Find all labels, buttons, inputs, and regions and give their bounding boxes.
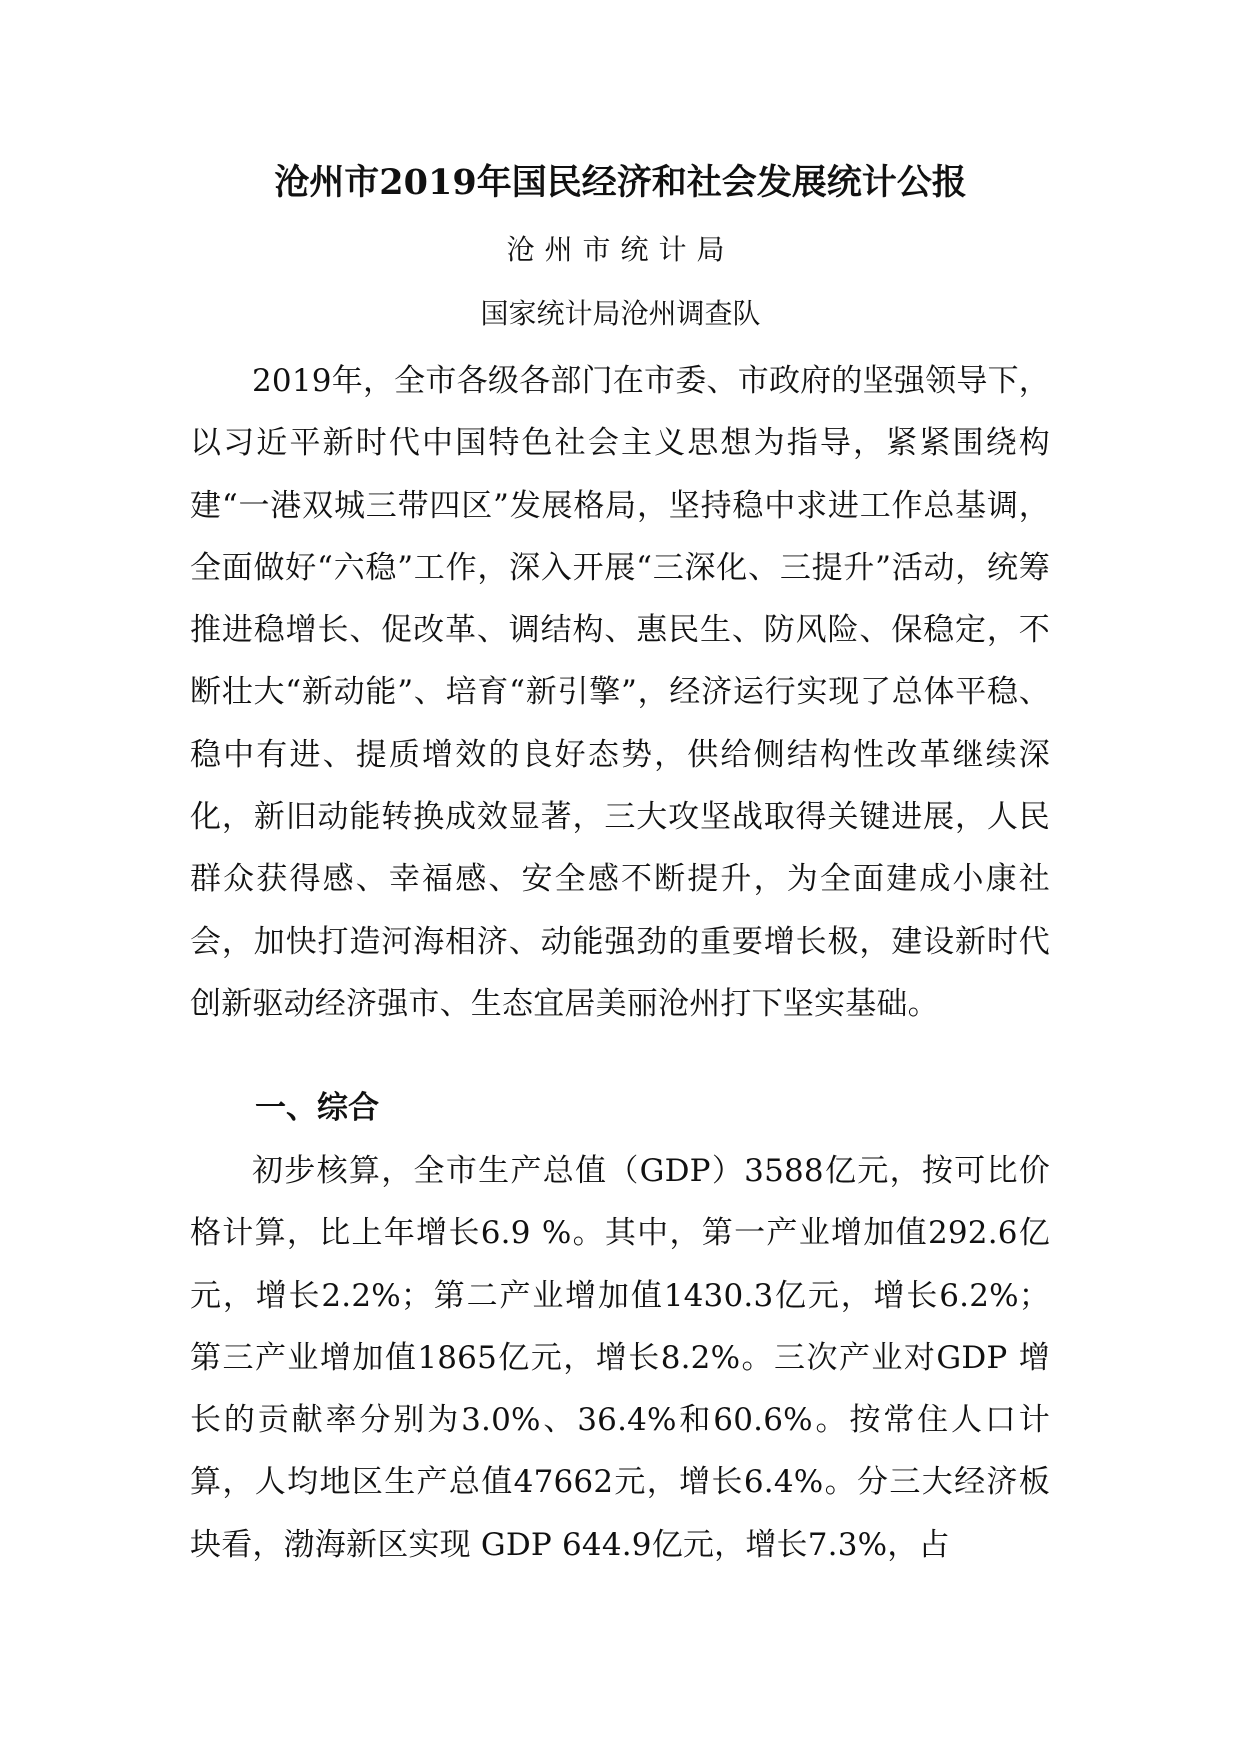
- section-overview-paragraph: 初步核算，全市生产总值（GDP）3588亿元，按可比价格计算，比上年增长6.9 %。其中，第一产业增加值292.6亿元，增长2.2%；第二产业增加值1430.3亿元，增长6.2%；第三产业增加值1865亿元，增长8.2%。三次产业对GDP 增长的贡献率分别为3.0%、36.4%和60.6%。按常住人口计算，人均地区生产总值47662元，增长6.4%。分三大经济板块看，渤海新区实现 GDP 644.9亿元，增长7.3%，占: [190, 1153, 1050, 1563]
- section-heading-overview: 一、综合: [255, 1090, 379, 1126]
- issuer-survey-team: 国家统计局沧州调查队: [480, 297, 761, 330]
- document-title: 沧州市2019年国民经济和社会发展统计公报: [274, 162, 967, 203]
- issuer-statistics-bureau: 沧州市统计局: [506, 233, 735, 266]
- intro-paragraph: 2019年，全市各级各部门在市委、市政府的坚强领导下，以习近平新时代中国特色社会主义思想为指导，紧紧围绕构建“一港双城三带四区”发展格局，坚持稳中求进工作总基调，全面做好“六稳”工作，深入开展“三深化、三提升”活动，统筹推进稳增长、促改革、调结构、惠民生、防风险、保稳定，不断壮大“新动能”、培育“新引擎”，经济运行实现了总体平稳、稳中有进、提质增效的良好态势，供给侧结构性改革继续深化，新旧动能转换成效显著，三大攻坚战取得关键进展，人民群众获得感、幸福感、安全感不断提升，为全面建成小康社会，加快打造河海相济、动能强劲的重要增长极，建设新时代创新驱动经济强市、生态宜居美丽沧州打下坚实基础。: [190, 363, 1050, 1022]
